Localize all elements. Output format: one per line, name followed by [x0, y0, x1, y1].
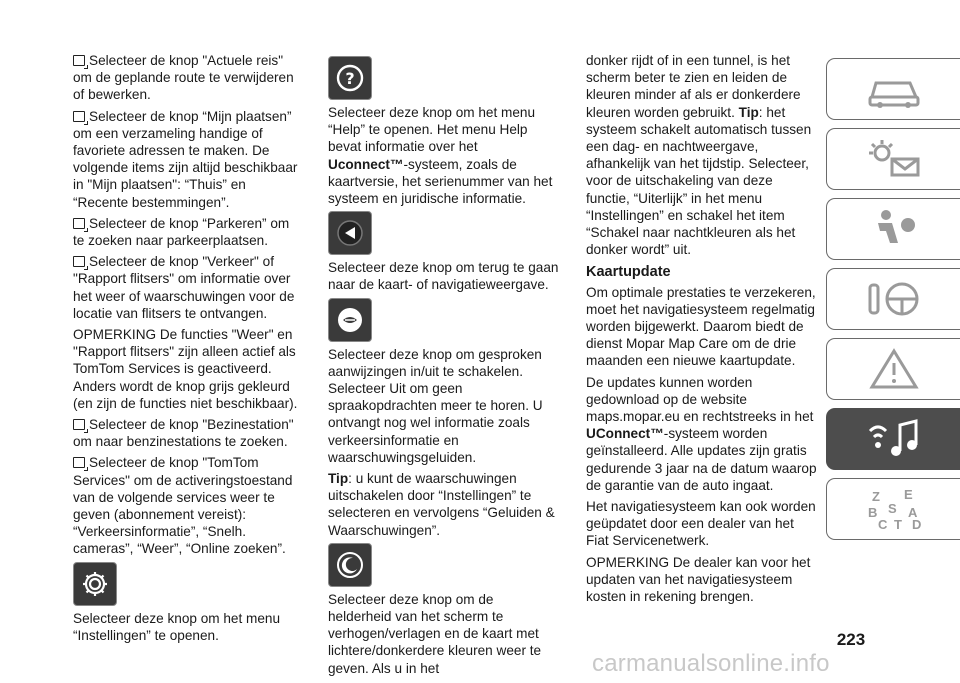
tab-safety[interactable]: [826, 198, 960, 260]
column-2: [328, 52, 560, 681]
text-tomtom-services: Selecteer de knop "TomTom Services" om de activeringstoestand van de volgende services weer te geven (abonnement vereist): “Verkeersinformatie”, “Snelh. cameras”, “Weer”, “Online zoeken”.: [73, 455, 293, 557]
help-question-icon: [328, 56, 372, 100]
column-1: [73, 52, 303, 648]
tab-starting-driving[interactable]: [826, 268, 960, 330]
text-mijn-plaatsen: Selecteer de knop “Mijn plaatsen” om een verzameling handige of favoriete adressen te maken. De volgende items zijn altijd beschikbaar in "Mijn plaatsen": “Thuis” en “Recente bestemmingen”.: [73, 108, 298, 210]
svg-text:C: C: [877, 517, 887, 531]
lights-warning-icon: [864, 137, 924, 181]
note-weer: OPMERKING De functies "Weer" en "Rapport flitsers" zijn alleen actief als TomTom Services is geactiveerd. Anders wordt de knop grijs gekleurd (en zijn de functies niet beschikbaar).: [73, 327, 298, 411]
starting-driving-icon: [864, 277, 924, 321]
svg-text:?: ?: [345, 69, 355, 88]
index-letters-icon: [864, 487, 924, 531]
tab-car-dashboard[interactable]: [826, 58, 960, 120]
column-3: [586, 52, 818, 609]
bullet-icon: [73, 256, 85, 267]
tab-multimedia[interactable]: [826, 408, 960, 470]
tab-emergency[interactable]: [826, 338, 960, 400]
svg-text:D: D: [911, 517, 921, 531]
tab-index[interactable]: [826, 478, 960, 540]
svg-text:S: S: [887, 501, 897, 516]
tab-lights-warning[interactable]: [826, 128, 960, 190]
bullet-icon: [73, 218, 85, 229]
car-dashboard-icon: [864, 67, 924, 111]
voice-guidance-icon: [328, 298, 372, 342]
text-help-1: Selecteer deze knop om het menu “Help” te openen. Het menu Help bevat informatie over het: [328, 105, 536, 155]
tip-text: : u kunt de waarschuwingen uitschakelen door “Instellingen” te selecteren en vervolgens “Geluiden & Waarschuwingen”.: [328, 471, 555, 538]
text-help-2: -systeem, zoals de kaartversie, het serienummer van het systeem en juridische informatie.: [328, 156, 553, 207]
note-dealer-kosten: OPMERKING De dealer kan voor het updaten van het navigatiesysteem kosten in rekening brengen.: [586, 554, 811, 605]
day-night-moon-icon: [328, 543, 372, 587]
bullet-icon: [73, 457, 85, 468]
svg-text:T: T: [893, 517, 902, 531]
svg-text:E: E: [903, 487, 913, 502]
text-instellingen: Selecteer deze knop om het menu “Instellingen” te openen.: [73, 610, 281, 643]
text-donker-1: donker rijdt of in een tunnel, is het scherm beter te zien en leiden de kleuren minder af als er donkerdere kleuren worden gebruikt.: [586, 53, 801, 120]
svg-text:Z: Z: [871, 489, 880, 504]
svg-text:A: A: [907, 505, 917, 520]
bullet-icon: [73, 111, 85, 122]
text-actuele-reis: Selecteer de knop "Actuele reis" om de geplande route te verwijderen of bewerken.: [73, 53, 294, 103]
page-number: 223: [836, 630, 866, 649]
text-uconnect: Uconnect™: [328, 156, 404, 172]
text-verkeer: Selecteer de knop "Verkeer" of "Rapport flitsers" om informatie over het weer of waarschuwingen voor de locatie van flitsers te ontvangen.: [73, 254, 295, 321]
svg-text:B: B: [867, 505, 877, 520]
text-parkeren: Selecteer de knop “Parkeren” om te zoeken naar parkeerplaatsen.: [73, 215, 290, 249]
text-terug: Selecteer deze knop om terug te gaan naar de kaart- of navigatieweergave.: [328, 260, 559, 293]
text-spraak: Selecteer deze knop om gesproken aanwijzingen in/uit te schakelen. Selecteer Uit om geen spraakopdrachten meer te horen. U ontvangt nog wel informatie zoals verkeersinformatie en waarschuwingsgeluiden.: [328, 346, 543, 465]
bullet-icon: [73, 419, 85, 430]
text-kaartupdate: Om optimale prestaties te verzekeren, moet het navigatiesysteem regelmatig worden bijgewerkt. Daarom biedt de dienst Mopar Map Care om de drie maanden een nieuwe kaartupdate.: [586, 284, 816, 369]
text-uconnect: UConnect™: [586, 426, 664, 442]
text-donker-2: : het systeem schakelt automatisch tussen een dag- en nachtweergave, afhankelijk van het tijdstip. Selecteer, voor de uitschakeling van deze functie, “Uiterlijk” in het menu “Instellingen” en schakel het item “Schakel naar nachtkleuren als het donker wordt” uit.: [586, 104, 812, 258]
chapter-tabs: [826, 58, 960, 548]
safety-airbag-icon: [864, 207, 924, 251]
settings-gear-icon: [73, 562, 117, 606]
text-updates-2: -systeem worden geïnstalleerd. Alle updates zijn gratis gedurende 3 jaar na de datum waarop de garantie van de auto ingaat.: [586, 426, 817, 493]
tip-label: Tip: [328, 471, 349, 487]
watermark: carmanualsonline.info: [592, 650, 830, 677]
heading-kaartupdate: Kaartupdate: [586, 264, 671, 281]
emergency-icon: [864, 347, 924, 391]
multimedia-music-icon: [864, 417, 924, 461]
back-arrow-icon: [328, 211, 372, 255]
text-dealer: Het navigatiesysteem kan ook worden geüpdatet door een dealer van het Fiat Servicenetwerk.: [586, 499, 816, 549]
text-updates-1: De updates kunnen worden gedownload op de website maps.mopar.eu en rechtstreeks in het: [586, 374, 814, 425]
text-benzinestation: Selecteer de knop "Bezinestation" om naar benzinestations te zoeken.: [73, 417, 294, 450]
text-helderheid: Selecteer deze knop om de helderheid van het scherm te verhogen/verlagen en de kaart met lichtere/donkerdere kleuren weer te geven. Als u in het: [328, 591, 542, 676]
tip-label: Tip: [738, 104, 759, 120]
bullet-icon: [73, 55, 85, 66]
